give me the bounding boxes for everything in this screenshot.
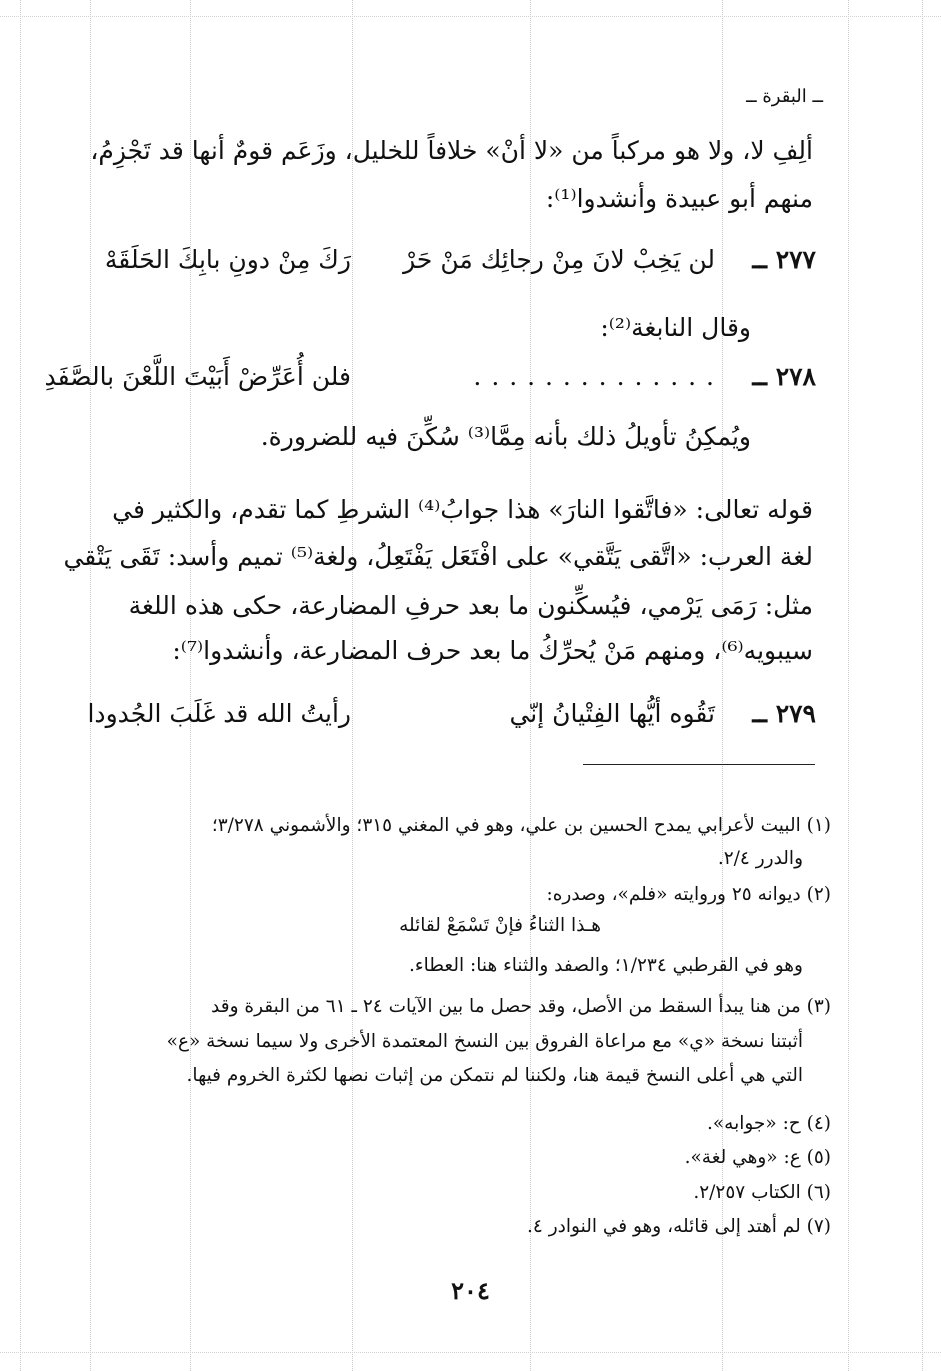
body-line: وقال النابغة⁽²⁾: [600, 313, 751, 342]
footnote-7: (٧) لم أهتد إلى قائله، وهو في النوادر ٤. [527, 1216, 831, 1237]
verse-second-hemistich: رَكَ مِنْ دونِ بابِكَ الحَلَقَهْ [104, 245, 351, 274]
body-line: لغة العرب: «اتَّقى يَتَّقي» على افْتَعَل يَفْتَعِلُ، ولغة⁽⁵⁾ تميم وأسد: تَقَى يَتْقي [63, 542, 813, 571]
scan-gridline [922, 0, 923, 1371]
footnote-1-continued: والدرر ٢/٤. [717, 848, 803, 869]
verse-second-hemistich: فلن أُعَرِّضْ أَبَيْتَ اللَّعْنَ بالصَّفَدِ [44, 362, 351, 391]
scan-gridline [848, 0, 849, 1371]
verse-second-hemistich: رأيتُ الله قد غَلَبَ الجُدودا [87, 699, 351, 728]
scan-gridline [0, 16, 941, 17]
scan-gridline [352, 0, 353, 1371]
scan-gridline [0, 1352, 941, 1353]
scan-gridline [190, 0, 191, 1371]
scan-gridline [20, 0, 21, 1371]
body-line: منهم أبو عبيدة وأنشدوا⁽¹⁾: [545, 184, 813, 213]
body-line: ألِفِ لا، ولا هو مركباً من «لا أنْ» خلافاً للخليل، وزَعَم قومٌ أنها قد تَجْزِمُ، [90, 136, 813, 165]
footnote-3-continued: أثبتنا نسخة «ي» مع مراعاة الفروق بين النسخ المعتمدة الأخرى ولا سيما نسخة «ع» [166, 1031, 803, 1052]
running-header: ــ البقرة ــ [746, 86, 823, 107]
footnote-4: (٤) ح: «جوابه». [706, 1113, 831, 1134]
verse-number: ٢٧٧ ــ [752, 245, 816, 274]
scan-gridline [530, 0, 531, 1371]
verse-number: ٢٧٩ ــ [752, 699, 816, 728]
footnote-1: (١) البيت لأعرابي يمدح الحسين بن علي، وهو في المغني ٣١٥؛ والأشموني ٣/٢٧٨؛ [211, 815, 831, 836]
verse-number: ٢٧٨ ــ [752, 362, 816, 391]
footnote-3: (٣) من هنا يبدأ السقط من الأصل، وقد حصل ما بين الآيات ٢٤ ـ ٦١ من البقرة وقد [211, 996, 831, 1017]
footnote-2-continued: وهو في القرطبي ١/٢٣٤؛ والصفد والثناء هنا: العطاء. [409, 955, 803, 976]
body-line: قوله تعالى: «فاتَّقوا النارَ» هذا جوابُ⁽⁴⁾ الشرطِ كما تقدم، والكثير في [112, 495, 813, 524]
body-line: ويُمكِنُ تأويلُ ذلك بأنه مِمَّا⁽³⁾ سُكِّنَ فيه للضرورة. [260, 422, 751, 451]
footnote-2-verse: هـذا الثناءُ فإنْ تَسْمَعْ لقائله [399, 915, 601, 936]
scan-gridline [90, 0, 91, 1371]
body-line: مثل: رَمَى يَرْمي، فيُسكِّنون ما بعد حرفِ المضارعة، حكى هذه اللغة [128, 591, 813, 620]
body-line: سيبويه⁽⁶⁾، ومنهم مَنْ يُحرِّكُ ما بعد حرف المضارعة، وأنشدوا⁽⁷⁾: [172, 636, 813, 665]
footnote-5: (٥) ع: «وهي لغة». [684, 1147, 831, 1168]
verse-first-hemistich: لن يَخِبْ لانَ مِنْ رجائِك مَنْ حَرْ [403, 245, 715, 274]
footnote-separator [583, 764, 815, 765]
verse-ellipsis: . . . . . . . . . . . . . . [473, 362, 715, 391]
footnote-2: (٢) ديوانه ٢٥ وروايته «فلم»، وصدره: [546, 884, 831, 905]
verse-first-hemistich: تَقُوه أيُّها الفِتْيانُ إنّي [509, 699, 715, 728]
footnote-3-continued: التي هي أعلى النسخ قيمة هنا، ولكننا لم نتمكن من إثبات نصها لكثرة الخروم فيها. [186, 1065, 803, 1086]
page-number: ٢٠٤ [451, 1276, 490, 1305]
footnote-6: (٦) الكتاب ٢/٢٥٧. [693, 1182, 831, 1203]
